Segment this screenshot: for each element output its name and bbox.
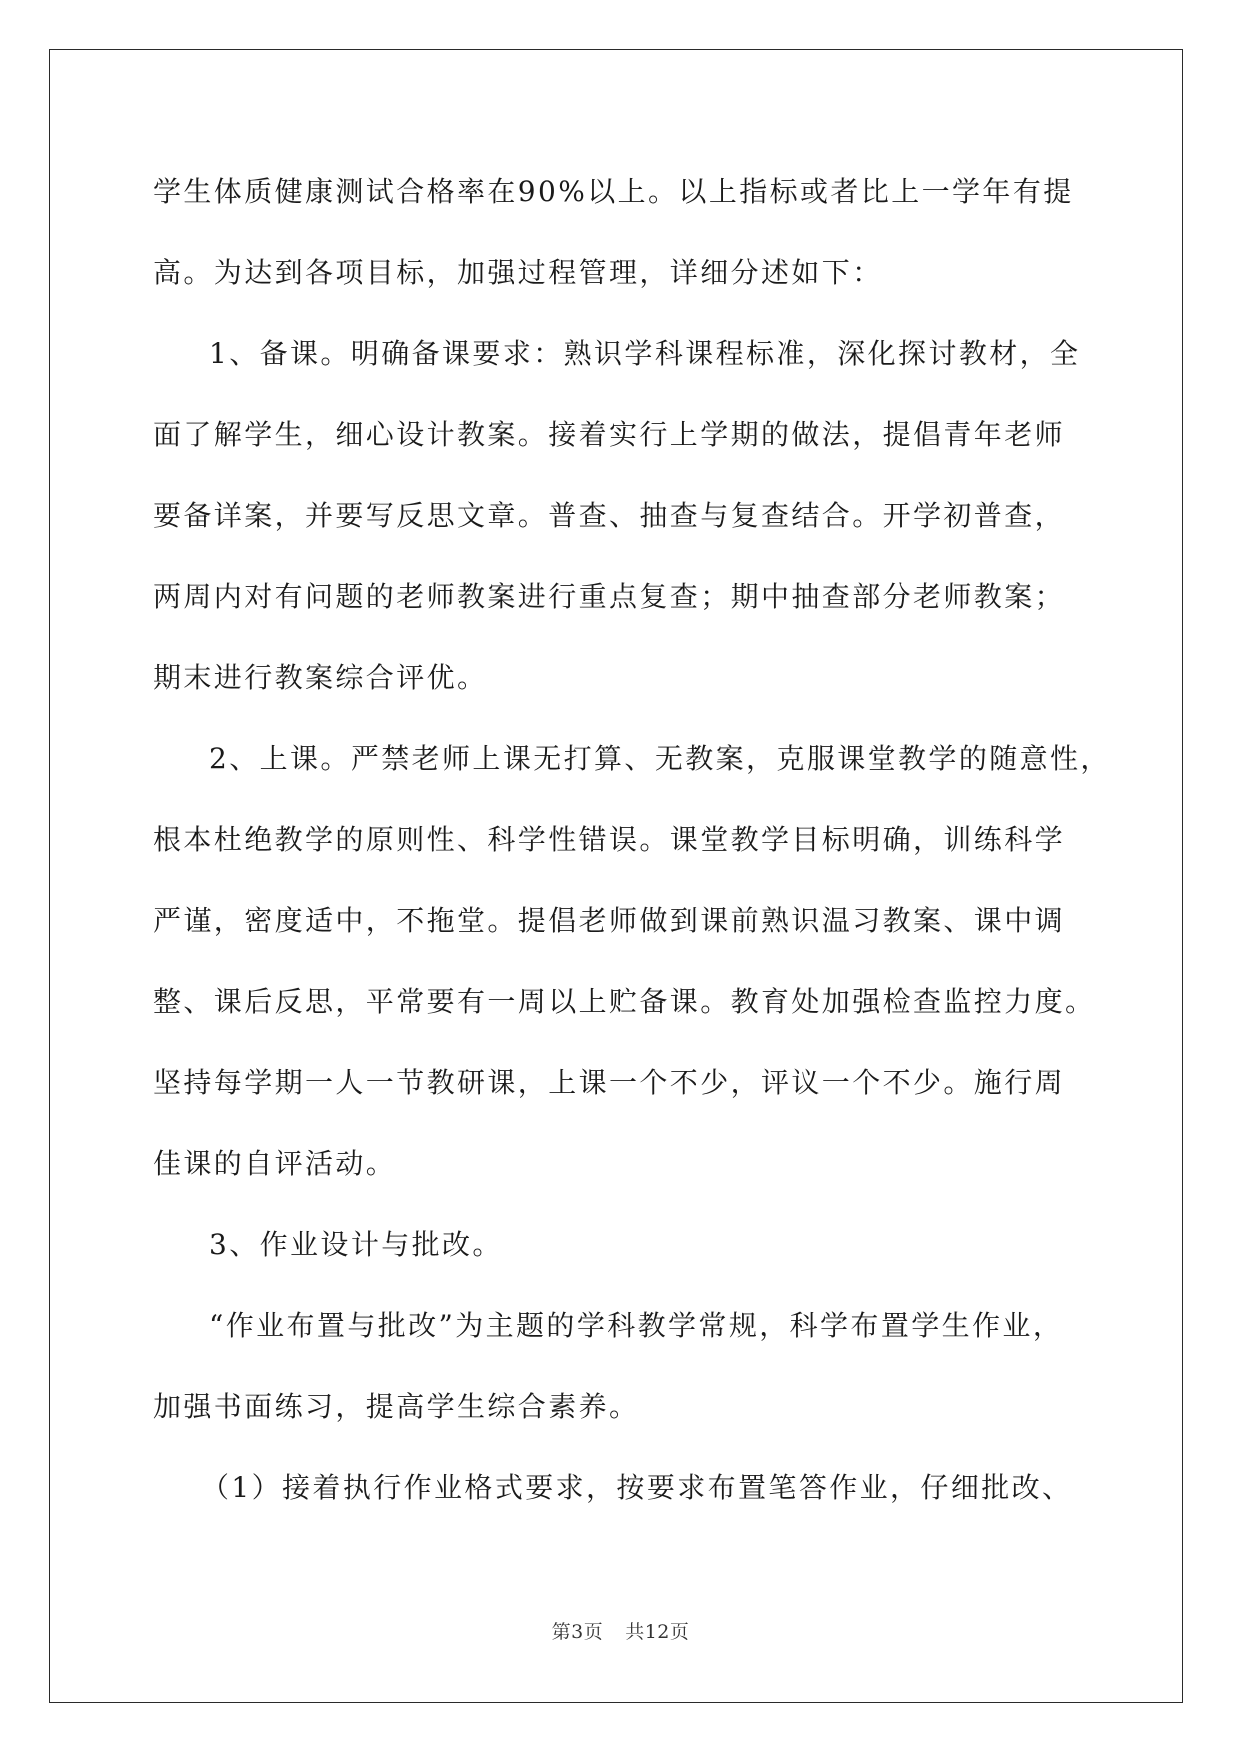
text-line: 期末进行教案综合评优。 (153, 661, 488, 694)
text-line: 佳课的自评活动。 (153, 1147, 397, 1180)
text-line: 两周内对有问题的老师教案进行重点复查；期中抽查部分老师教案； (153, 580, 1066, 613)
text-line: 加强书面练习，提高学生综合素养。 (153, 1390, 640, 1423)
text-line: 根本杜绝教学的原则性、科学性错误。课堂教学目标明确，训练科学 (153, 823, 1066, 856)
text-line: （1）接着执行作业格式要求，按要求布置笔答作业，仔细批改、 (201, 1471, 1073, 1504)
text-line: 学生体质健康测试合格率在90%以上。以上指标或者比上一学年有提 (153, 175, 1074, 208)
text-line: 坚持每学期一人一节教研课，上课一个不少，评议一个不少。施行周 (153, 1066, 1066, 1099)
text-line: 面了解学生，细心设计教案。接着实行上学期的做法，提倡青年老师 (153, 418, 1066, 451)
paragraph (153, 718, 1111, 1204)
text-line: 整、课后反思，平常要有一周以上贮备课。教育处加强检查监控力度。 (153, 985, 1096, 1018)
text-line: 1、备课。明确备课要求：熟识学科课程标准，深化探讨教材，全 (209, 337, 1081, 370)
text-line: “作业布置与批改”为主题的学科教学常规，科学布置学生作业， (209, 1309, 1064, 1342)
text-line: 高。为达到各项目标，加强过程管理，详细分述如下： (153, 256, 883, 289)
text-line: 要备详案，并要写反思文章。普查、抽查与复查结合。开学初普查， (153, 499, 1066, 532)
text-line: 2、上课。严禁老师上课无打算、无教案，克服课堂教学的随意性， (209, 742, 1111, 775)
paragraph (153, 313, 1093, 718)
document-body (153, 151, 1111, 1528)
paragraph (153, 1204, 1093, 1285)
paragraph (153, 1285, 1093, 1447)
page-number: 第3页 (551, 1621, 604, 1643)
text-line: 严谨，密度适中，不拖堂。提倡老师做到课前熟识温习教案、课中调 (153, 904, 1066, 937)
page-total: 共12页 (625, 1621, 690, 1643)
paragraph (153, 151, 1093, 313)
text-line: 3、作业设计与批改。 (209, 1228, 503, 1261)
paragraph (153, 1447, 1093, 1528)
page-footer (0, 1617, 1241, 1644)
